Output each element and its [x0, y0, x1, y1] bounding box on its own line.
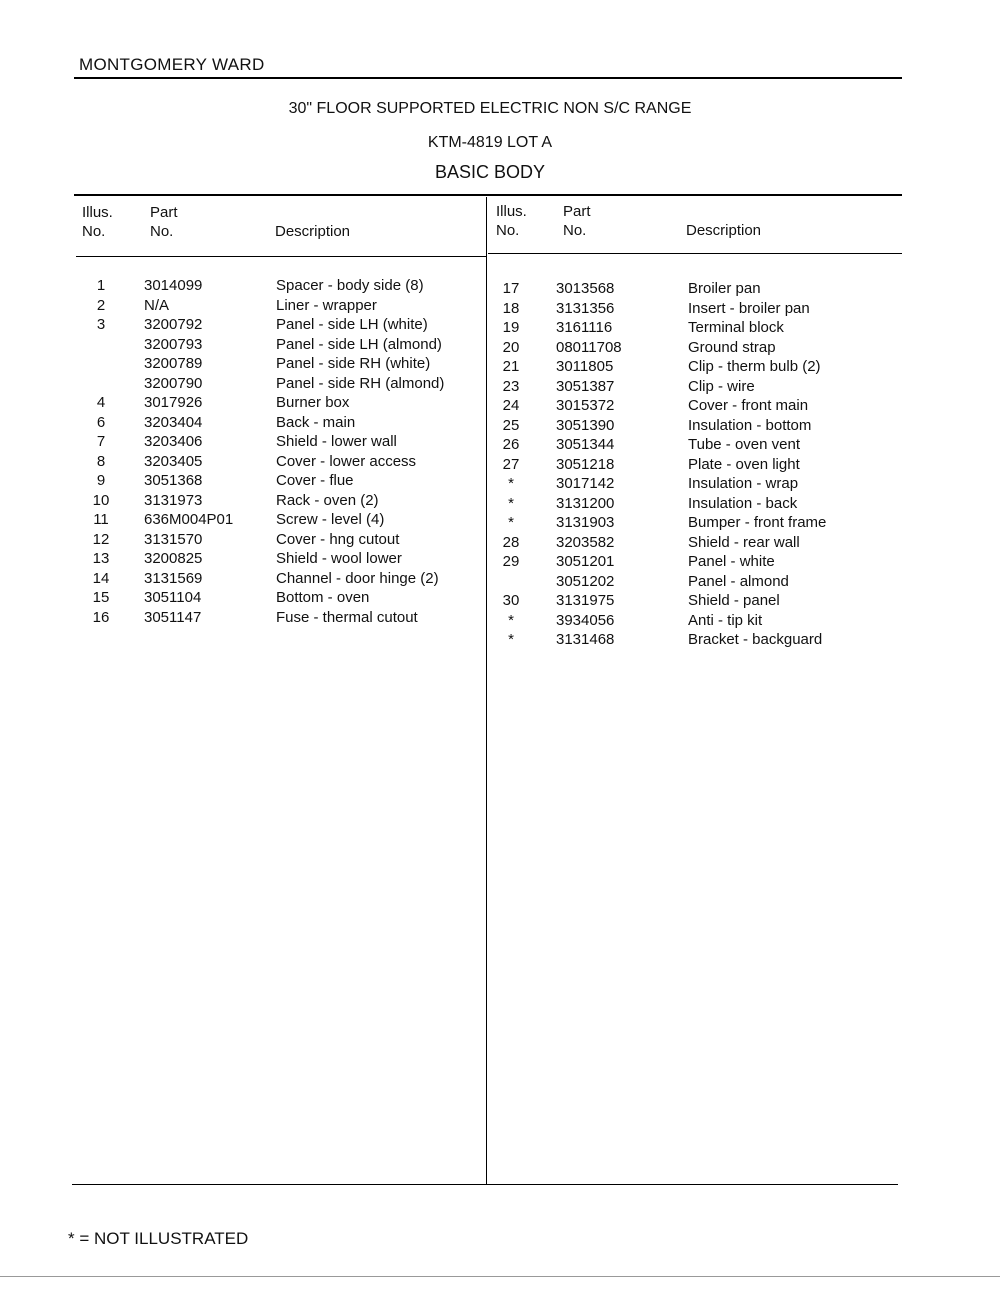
illus-number: 6: [96, 413, 106, 431]
part-number: 3200789: [144, 355, 203, 372]
header-bottom-rule-left: [76, 256, 486, 257]
part-description: Shield - lower wall: [276, 433, 397, 450]
part-number: 3131200: [556, 494, 615, 512]
illus-number: 1: [96, 277, 106, 294]
part-description: Panel - side LH (almond): [276, 335, 442, 353]
illus-number: 11: [93, 511, 109, 528]
part-number: 3131973: [144, 491, 203, 509]
table-row: [0, 456, 1000, 476]
part-description: Shield - rear wall: [688, 533, 800, 551]
part-number: 3051104: [144, 589, 202, 606]
part-number: 3051390: [556, 416, 615, 434]
part-description: Bumper - front frame: [688, 514, 827, 531]
part-number: 3014099: [144, 277, 203, 294]
part-description: Insert - broiler pan: [688, 299, 810, 317]
page-title: 30" FLOOR SUPPORTED ELECTRIC NON S/C RANGE: [288, 100, 692, 117]
part-description: Tube - oven vent: [688, 436, 801, 453]
header-rule: [74, 77, 902, 79]
table-row: [0, 631, 1000, 651]
header-bottom-rule-right: [488, 253, 902, 254]
table-row: [0, 378, 1000, 398]
illus-number: *: [508, 475, 514, 492]
illus-number: *: [508, 631, 514, 648]
part-description: Panel - white: [688, 553, 775, 570]
illus-number: 8: [96, 452, 106, 470]
part-number: 3203582: [556, 533, 615, 551]
part-description: Insulation - back: [688, 494, 798, 512]
table-bottom-rule: [72, 1184, 898, 1185]
part-header-line1: Part: [150, 204, 178, 221]
illus-header-line2: No.: [496, 222, 520, 239]
part-description: Bottom - oven: [276, 589, 370, 606]
table-row: [0, 417, 1000, 437]
left-part-header: [150, 203, 178, 241]
part-description: Bracket - backguard: [688, 631, 823, 648]
illus-number: 4: [96, 394, 106, 411]
part-number: 3051368: [144, 472, 203, 489]
part-number: 3200790: [144, 374, 203, 392]
illus-header-line1: Illus.: [496, 203, 527, 220]
part-number: 3131903: [556, 514, 615, 531]
table-row: [0, 495, 1000, 515]
part-description: Anti - tip kit: [688, 611, 763, 629]
illus-number: 27: [502, 455, 520, 473]
part-number: 3203405: [144, 452, 203, 470]
table-row: [0, 397, 1000, 417]
illus-number: 17: [502, 280, 520, 297]
illus-number: 18: [502, 299, 520, 317]
part-number: 3161116: [556, 319, 613, 336]
illus-number: *: [508, 514, 514, 531]
part-number: 3015372: [556, 397, 615, 414]
part-number: 3131975: [556, 592, 615, 609]
table-row: [0, 358, 1000, 378]
part-description: Panel - side RH (almond): [276, 374, 445, 392]
part-number: 3131468: [556, 631, 615, 648]
left-illus-header: [82, 203, 113, 241]
part-description: Cover - lower access: [276, 452, 417, 470]
table-row: [0, 612, 1000, 632]
part-description: Cover - flue: [276, 472, 354, 489]
table-row: [0, 339, 1000, 359]
part-description: Terminal block: [688, 319, 784, 336]
part-description: Cover - front main: [688, 397, 809, 414]
footnote-not-illustrated: * = NOT ILLUSTRATED: [68, 1229, 249, 1248]
illus-number: 15: [92, 589, 110, 606]
part-description: Insulation - wrap: [688, 475, 799, 492]
right-illus-header: [496, 202, 527, 240]
left-description-header: Description: [275, 223, 351, 240]
part-description: Panel - side LH (white): [276, 316, 428, 333]
illus-number: 9: [96, 472, 106, 489]
part-description: Shield - wool lower: [276, 550, 402, 567]
illus-header-line2: No.: [82, 223, 106, 240]
illus-number: 7: [96, 433, 106, 450]
illus-number: 16: [92, 608, 110, 626]
part-number: 3131569: [144, 569, 203, 587]
table-row: [0, 280, 1000, 300]
illus-number: 21: [502, 358, 520, 375]
part-number: 3051147: [144, 608, 202, 626]
part-number: 3051387: [556, 377, 615, 395]
part-header-line2: No.: [150, 223, 174, 240]
part-number: 636M004P01: [144, 511, 234, 528]
part-description: Clip - wire: [688, 377, 755, 395]
part-number: 3017142: [556, 475, 615, 492]
part-number: 3051201: [556, 553, 615, 570]
table-row: [0, 319, 1000, 339]
part-description: Ground strap: [688, 338, 776, 356]
part-number: 3131356: [556, 299, 615, 317]
model-number: KTM-4819 LOT A: [427, 134, 553, 151]
part-number: 3013568: [556, 280, 615, 297]
part-number: 3200825: [144, 550, 203, 567]
part-description: Panel - side RH (white): [276, 355, 431, 372]
part-header-line1: Part: [563, 203, 591, 220]
part-number: 3203406: [144, 433, 203, 450]
part-number: 3203404: [144, 413, 203, 431]
part-number: 3051202: [556, 572, 615, 590]
part-description: Back - main: [276, 413, 356, 431]
illus-number: 28: [502, 533, 520, 551]
table-top-rule: [74, 194, 902, 196]
illus-number: 13: [92, 550, 110, 567]
brand-name: MONTGOMERY WARD: [79, 55, 265, 74]
part-description: Spacer - body side (8): [276, 277, 424, 294]
table-row: [0, 300, 1000, 320]
part-description: Clip - therm bulb (2): [688, 358, 821, 375]
part-description: Burner box: [276, 394, 350, 411]
illus-header-line1: Illus.: [82, 204, 113, 221]
part-number: 3011805: [556, 358, 614, 375]
part-description: Plate - oven light: [688, 455, 800, 473]
section-title: BASIC BODY: [434, 162, 546, 182]
part-number: 3017926: [144, 394, 203, 411]
illus-number: 25: [502, 416, 520, 434]
table-row: [0, 592, 1000, 612]
part-description: Insulation - bottom: [688, 416, 812, 434]
illus-number: 29: [502, 553, 520, 570]
part-number: 08011708: [556, 338, 622, 356]
part-header-line2: No.: [563, 222, 587, 239]
table-row: [0, 553, 1000, 573]
part-number: 3051218: [556, 455, 615, 473]
illus-number: 24: [502, 397, 520, 414]
part-description: Cover - hng cutout: [276, 530, 400, 548]
part-number: 3131570: [144, 530, 203, 548]
table-row: [0, 475, 1000, 495]
illus-number: 3: [96, 316, 106, 333]
part-number: N/A: [144, 296, 170, 314]
illus-number: 23: [502, 377, 520, 395]
right-part-header: [563, 202, 591, 240]
illus-number: 2: [96, 296, 106, 314]
part-number: 3934056: [556, 611, 615, 629]
illus-number: *: [508, 494, 514, 512]
part-description: Screw - level (4): [276, 511, 385, 528]
illus-number: *: [508, 611, 514, 629]
table-row: [0, 514, 1000, 534]
illus-number: 20: [502, 338, 520, 356]
illus-number: 19: [502, 319, 520, 336]
illus-number: 26: [502, 436, 520, 453]
right-description-header: Description: [686, 222, 762, 239]
part-number: 3200793: [144, 335, 203, 353]
illus-number: 30: [502, 592, 520, 609]
part-description: Panel - almond: [688, 572, 789, 590]
part-description: Channel - door hinge (2): [276, 569, 439, 587]
part-description: Shield - panel: [688, 592, 780, 609]
page-bottom-edge: [0, 1276, 1000, 1277]
table-row: [0, 534, 1000, 554]
part-description: Broiler pan: [688, 280, 761, 297]
part-description: Liner - wrapper: [276, 296, 377, 314]
part-number: 3200792: [144, 316, 203, 333]
illus-number: 10: [92, 491, 110, 509]
illus-number: 12: [92, 530, 110, 548]
part-number: 3051344: [556, 436, 615, 453]
table-row: [0, 573, 1000, 593]
part-description: Fuse - thermal cutout: [276, 608, 418, 626]
part-description: Rack - oven (2): [276, 491, 379, 509]
table-row: [0, 436, 1000, 456]
illus-number: 14: [92, 569, 110, 587]
